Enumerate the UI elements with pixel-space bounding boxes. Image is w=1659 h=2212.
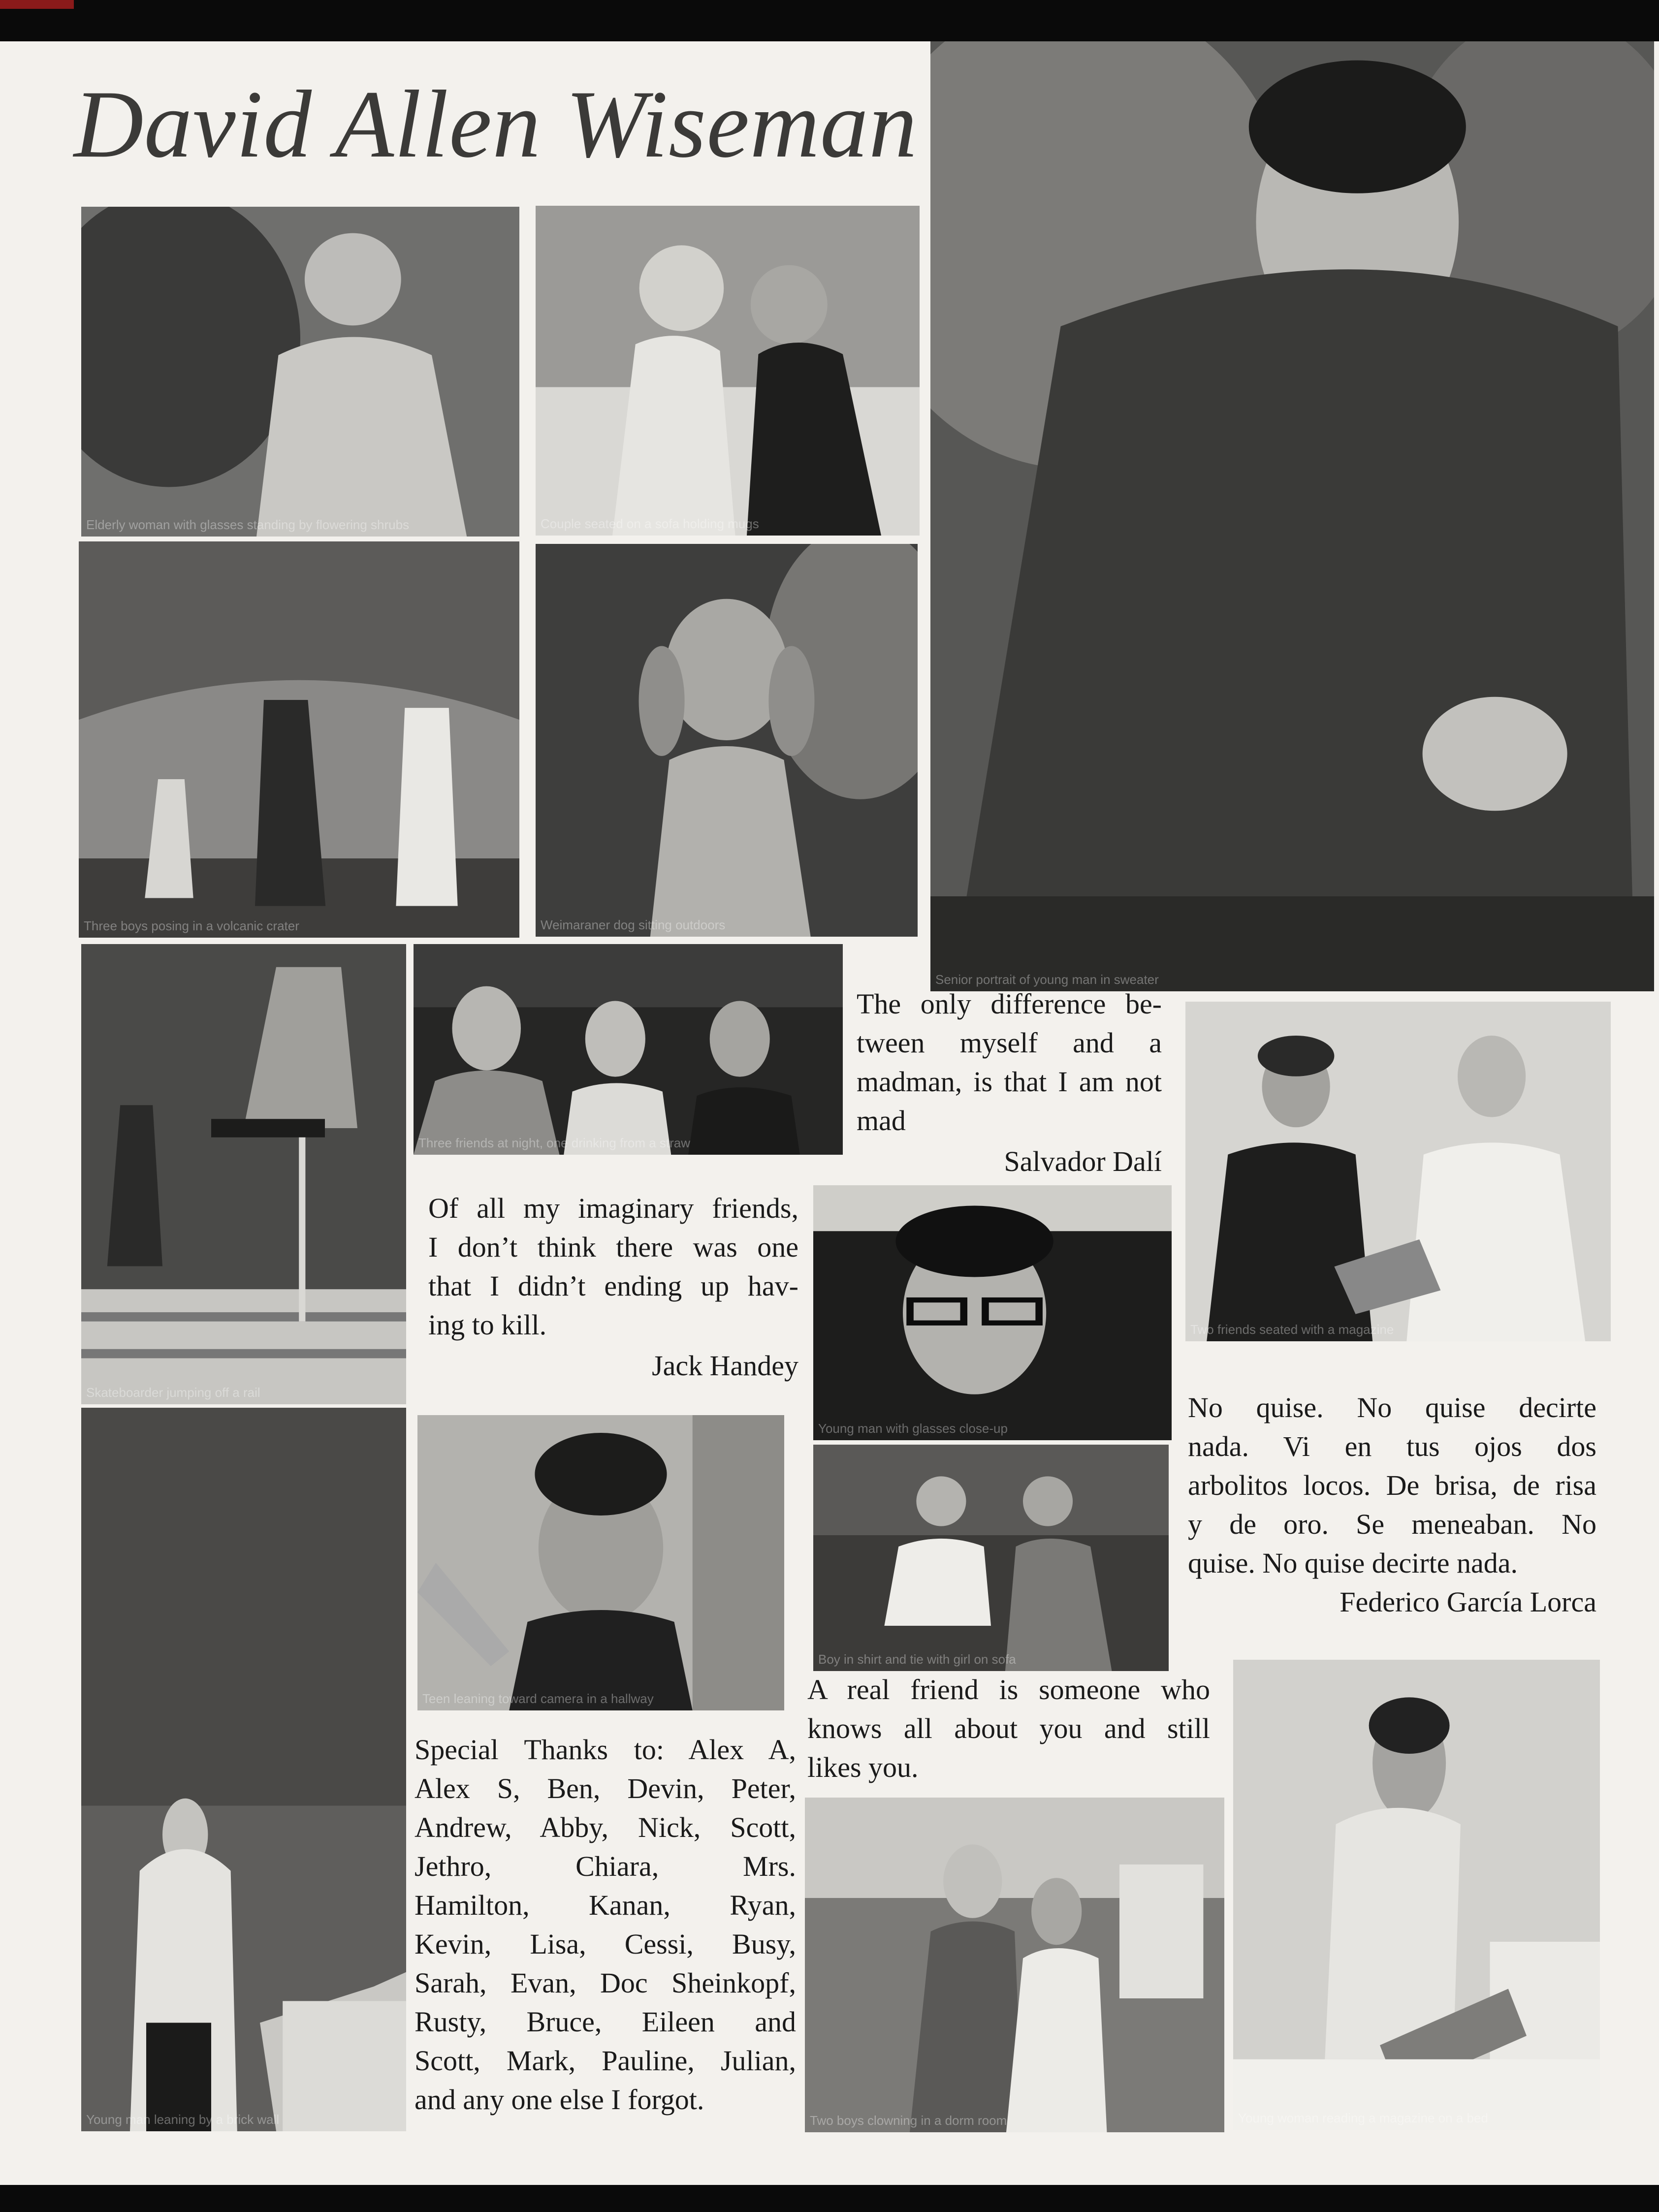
photo-grandmother-image (81, 207, 519, 537)
photo-reader (1233, 1660, 1600, 2130)
thanks-line: Hamilton, Kanan, Ryan, (415, 1889, 796, 1921)
quote-handey-line: that I didn’t ending up hav- (428, 1270, 798, 1302)
photo-grandmother (81, 207, 519, 537)
photo-reader-caption: Young woman reading a magazine on a bed (1238, 2111, 1488, 2125)
photo-dog (536, 544, 918, 937)
photo-portrait-caption: Senior portrait of young man in sweater (935, 972, 1159, 987)
thanks-line: Special Thanks to: Alex A, (415, 1734, 796, 1766)
photo-dorm (805, 1798, 1224, 2132)
quote-handey-line: I don’t think there was one (428, 1231, 798, 1263)
thanks-line: Scott, Mark, Pauline, Julian, (415, 2045, 796, 2077)
thanks-line: Alex S, Ben, Devin, Peter, (415, 1772, 796, 1804)
photo-sofa-pair-caption: Boy in shirt and tie with girl on sofa (818, 1652, 1016, 1667)
photo-dorm-image (805, 1798, 1224, 2132)
photo-portrait-image (930, 41, 1654, 991)
quote-friend (807, 1670, 1210, 1787)
quote-dali-line: tween myself and a (857, 1027, 1162, 1059)
quote-lorca-line: quise. No quise decirte nada. (1188, 1547, 1518, 1579)
quote-friend-line: likes you. (807, 1751, 919, 1783)
photo-trio-caption: Three friends at night, one drinking from a straw (418, 1136, 691, 1150)
quote-dali (857, 984, 1162, 1140)
photo-skateboard-image (81, 944, 406, 1404)
photo-trio (414, 944, 843, 1155)
photo-brick-wall-image (81, 1408, 406, 2131)
photo-skateboard-caption: Skateboarder jumping off a rail (86, 1385, 260, 1400)
photo-parents (536, 206, 920, 536)
thanks-line: Andrew, Abby, Nick, Scott, (415, 1811, 796, 1843)
photo-hallway-image (417, 1415, 784, 1710)
quote-dali-line: The only difference be- (857, 988, 1162, 1020)
quote-lorca-line: arbolitos locos. De brisa, de risa (1188, 1469, 1596, 1501)
photo-glasses-image (813, 1185, 1172, 1440)
quote-dali-author: Salvador Dalí (1004, 1145, 1162, 1177)
quote-handey-line: Of all my imaginary friends, (428, 1192, 798, 1224)
photo-dog-image (536, 544, 918, 937)
thanks-line: Kevin, Lisa, Cessi, Busy, (415, 1928, 796, 1960)
photo-reader-image (1233, 1660, 1600, 2130)
quote-dali-line: mad (857, 1105, 906, 1137)
photo-sofa-pair (813, 1445, 1169, 1671)
quote-handey-line: ing to kill. (428, 1309, 547, 1341)
photo-crater-caption: Three boys posing in a volcanic crater (84, 918, 299, 933)
quote-lorca-line: nada. Vi en tus ojos dos (1188, 1430, 1596, 1462)
quote-friend-line: knows all about you and still (807, 1712, 1210, 1744)
photo-parents-image (536, 206, 920, 536)
photo-dog-caption: Weimaraner dog sitting outdoors (541, 917, 726, 932)
photo-brick-wall-caption: Young man leaning by a brick wall (86, 2112, 280, 2127)
quote-handey-author: Jack Handey (652, 1350, 798, 1382)
thanks-line: Jethro, Chiara, Mrs. (415, 1850, 796, 1882)
photo-parents-caption: Couple seated on a sofa holding mugs (541, 516, 759, 531)
quote-lorca-author: Federico García Lorca (1340, 1586, 1596, 1618)
thanks-line: and any one else I forgot. (415, 2084, 704, 2116)
scan-top-border (0, 0, 1659, 41)
thanks-line: Sarah, Evan, Doc Sheinkopf, (415, 1967, 796, 1999)
quote-lorca-line: No quise. No quise decirte (1188, 1391, 1596, 1423)
photo-grandmother-caption: Elderly woman with glasses standing by flowering shrubs (86, 517, 410, 532)
photo-portrait (930, 41, 1654, 991)
photo-hallway-caption: Teen leaning toward camera in a hallway (422, 1691, 654, 1706)
quote-lorca-line: y de oro. Se meneaban. No (1188, 1508, 1596, 1540)
photo-crater-image (79, 541, 519, 938)
photo-couple-reading-image (1185, 1002, 1611, 1341)
quote-dali-line: madman, is that I am not (857, 1066, 1162, 1098)
photo-couple-reading-caption: Two friends seated with a magazine (1190, 1322, 1394, 1337)
special-thanks (415, 1730, 796, 2119)
quote-lorca (1188, 1388, 1596, 1582)
photo-trio-image (414, 944, 843, 1155)
photo-crater (79, 541, 519, 938)
photo-brick-wall (81, 1408, 406, 2131)
photo-glasses-caption: Young man with glasses close-up (818, 1421, 1008, 1436)
quote-friend-line: A real friend is someone who (807, 1674, 1210, 1706)
photo-skateboard (81, 944, 406, 1404)
quote-handey (428, 1189, 798, 1344)
cover-edge (0, 0, 74, 9)
photo-couple-reading (1185, 1002, 1611, 1341)
photo-hallway (417, 1415, 784, 1710)
page-title: David Allen Wiseman (74, 71, 918, 178)
photo-glasses (813, 1185, 1172, 1440)
thanks-line: Rusty, Bruce, Eileen and (415, 2006, 796, 2038)
photo-dorm-caption: Two boys clowning in a dorm room (810, 2113, 1007, 2128)
photo-sofa-pair-image (813, 1445, 1169, 1671)
scan-bottom-border (0, 2185, 1659, 2212)
